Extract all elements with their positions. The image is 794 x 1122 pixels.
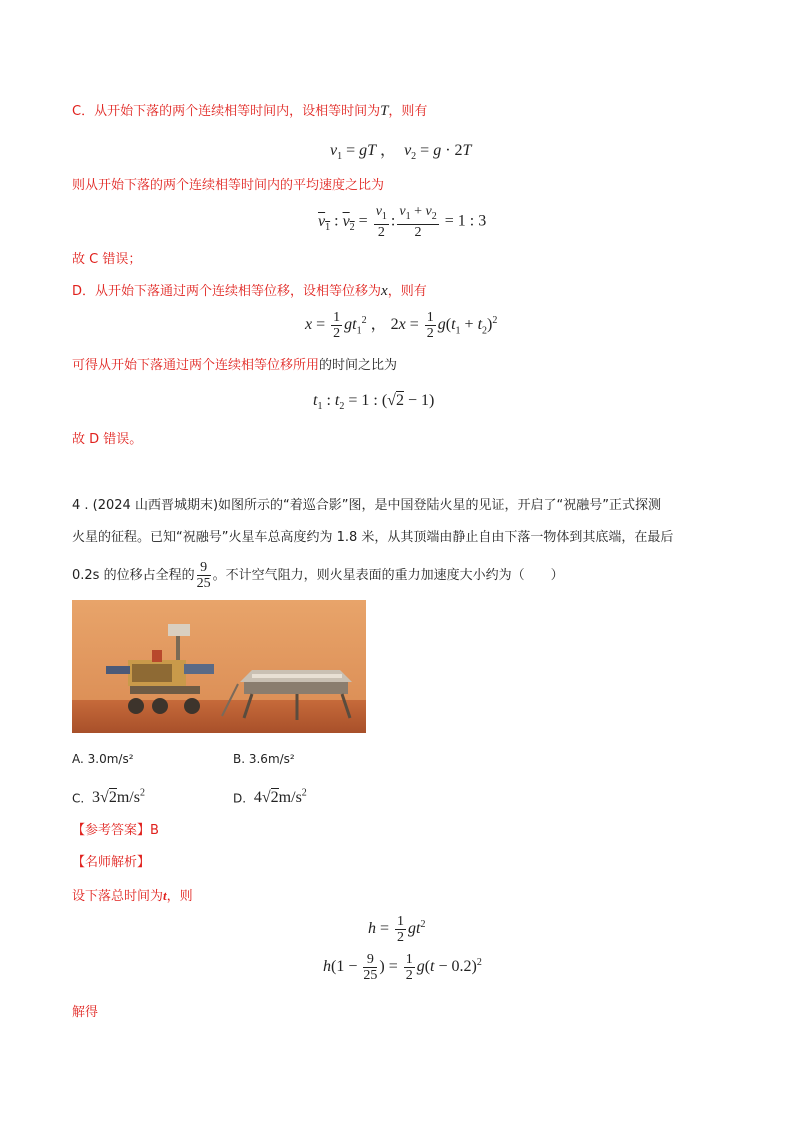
option-b[interactable]: B. 3.6m/s² xyxy=(233,752,295,766)
equation-velocities: $v_1$ = gT ， $v_2 = g \cdot 2T$ xyxy=(330,142,472,163)
analysis-setup: 设下落总时间为t，则 xyxy=(72,888,193,904)
equation-average-velocity-ratio: $v_1$ : $v_2$ = $\frac{v_1}{2}$ : $\frac{v_1 + v_2}{2}$ = 1 : 3 xyxy=(318,204,487,240)
equation-last-segment: h(1 − $\frac{9}{25}$ ) = $\frac{1}{2}$ $g(t - 0.2)^2$ xyxy=(323,952,482,983)
section-d-intro: D．从开始下落通过两个连续相等位移，设相等位移为x，则有 xyxy=(72,283,427,299)
section-d-ratio-intro: 可得从开始下落通过两个连续相等位移所用的时间之比为 xyxy=(72,358,398,373)
reference-answer: 【参考答案】B xyxy=(72,823,159,838)
option-a[interactable]: A. 3.0m/s² xyxy=(72,752,134,766)
analysis-heading: 【名师解析】 xyxy=(72,855,151,870)
equation-displacements: x = $\frac{1}{2}$ $gt_1^2$ ， 2x = $\frac{1}{2}$ $g(t_1 + t_2)^2$ xyxy=(305,310,498,341)
equation-height: h = $\frac{1}{2}$ $gt^2$ xyxy=(368,914,426,945)
section-c-ratio-intro: 则从开始下落的两个连续相等时间内的平均速度之比为 xyxy=(72,178,385,193)
solve-label: 解得 xyxy=(72,1005,99,1020)
option-c[interactable]: C. $3√2m/s^2$ xyxy=(72,788,145,807)
section-c-conclusion: 故 C 错误； xyxy=(72,252,142,267)
mars-rover-lander-photo xyxy=(72,600,366,733)
option-d[interactable]: D. $4√2m/s^2$ xyxy=(233,788,307,807)
section-c-intro: C．从开始下落的两个连续相等时间内，设相等时间为T，则有 xyxy=(72,103,428,119)
question-4-line-1: 4 . (2024 山西晋城期末)如图所示的“着巡合影”图，是中国登陆火星的见证，开启了“祝融号”正式探测 xyxy=(72,498,661,513)
question-4-line-3: 0.2s 的位移占全程的 $\frac{9}{25}$ 。不计空气阻力，则火星表面的重力加速度大小约为（ ） xyxy=(72,560,564,591)
section-d-conclusion: 故 D 错误。 xyxy=(72,432,143,447)
equation-time-ratio: $t_1$ : $t_2 = 1$ : (√2 − 1) xyxy=(313,392,435,413)
question-4-line-2: 火星的征程。已知“祝融号”火星车总高度约为 1.8 米，从其顶端由静止自由下落一物体到其底端，在最后 xyxy=(72,530,674,545)
